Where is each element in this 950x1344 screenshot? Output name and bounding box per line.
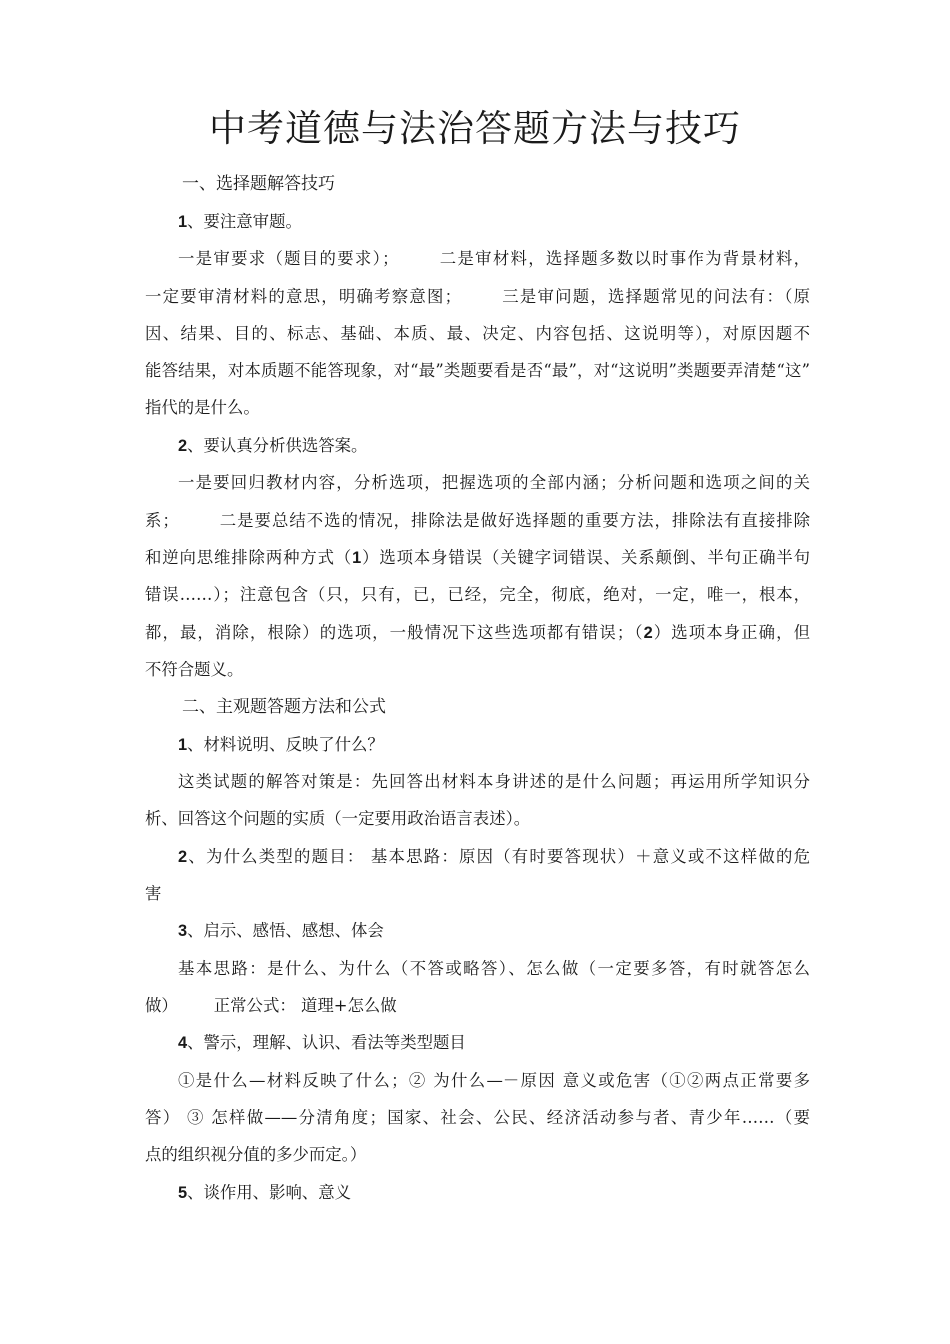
paragraph-line xyxy=(145,511,810,531)
paragraph-line: 析、回答这个问题的实质（一定要用政治语言表述）。 xyxy=(145,809,531,828)
item-heading-warning xyxy=(178,1033,810,1053)
paragraph-line xyxy=(178,249,810,269)
paragraph-line xyxy=(145,996,810,1016)
section-heading-subjective: 二、主观题答题方法和公式 xyxy=(182,697,386,717)
item-heading-text: 、要认真分析供选答案。 xyxy=(187,436,368,455)
item-number: 2 xyxy=(178,437,188,455)
text-run: 2 xyxy=(643,624,653,642)
item-heading-text: 、要注意审题。 xyxy=(187,212,302,231)
paragraph-line: 错误……）；注意包含（只，只有，已，已经，完全，彻底，绝对，一定，唯一，根本， xyxy=(145,585,810,604)
item-heading-analyze xyxy=(178,436,810,456)
item-number: 5 xyxy=(178,1184,188,1202)
text-run: 系； xyxy=(145,511,179,530)
paragraph-line: 不符合题义。 xyxy=(145,660,244,679)
paragraph-line xyxy=(145,287,810,307)
item-heading-text: 、材料说明、反映了什么？ xyxy=(187,735,384,754)
paragraph-line xyxy=(145,548,810,568)
item-number: 4 xyxy=(178,1034,188,1052)
text-run: ）选项本身错误（关键字词错误、关系颠倒、半句正确半句 xyxy=(361,548,811,567)
paragraph-line: ①是什么—材料反映了什么；② 为什么—－原因 意义或危害（①②两点正常要多 xyxy=(178,1071,810,1090)
item-heading-why xyxy=(178,847,810,867)
page-title: 中考道德与法治答题方法与技巧 xyxy=(209,107,741,150)
text-run: 做） xyxy=(145,996,178,1015)
item-heading-review xyxy=(178,212,810,232)
item-heading-text: 、为什么类型的题目： 基本思路：原因（有时要答现状）＋意义或不这样做的危 xyxy=(187,847,810,866)
item-number: 3 xyxy=(178,922,188,940)
paragraph-line: 因、结果、目的、标志、基础、本质、最、决定、内容包括、这说明等），对原因题不 xyxy=(145,324,810,343)
text-run: 二是要总结不选的情况，排除法是做好选择题的重要方法，排除法有直接排除 xyxy=(218,511,810,530)
paragraph-line: 答） ③ 怎样做——分清角度；国家、社会、公民、经济活动参与者、青少年……（要 xyxy=(145,1108,810,1127)
text-run: 三是审问题，选择题常见的问法有：（原 xyxy=(500,287,810,306)
item-number: 1 xyxy=(178,736,188,754)
text-run: ）选项本身正确，但 xyxy=(652,623,810,642)
paragraph-line: 害 xyxy=(145,884,162,903)
text-run: 和逆向思维排除两种方式（ xyxy=(145,548,353,567)
text-run: 都，最，消除，根除）的选项，一般情况下这些选项都有错误；（ xyxy=(145,623,644,642)
item-heading-text: 、启示、感悟、感想、体会 xyxy=(187,921,384,940)
section-heading-choice: 一、选择题解答技巧 xyxy=(182,174,335,194)
paragraph-line xyxy=(145,623,810,643)
item-heading-material xyxy=(178,735,810,755)
item-number: 1 xyxy=(178,213,188,231)
item-heading-inspiration xyxy=(178,921,810,941)
paragraph-line: 一是要回归教材内容，分析选项，把握选项的全部内涵；分析问题和选项之间的关 xyxy=(178,473,810,492)
item-heading-effect xyxy=(178,1183,810,1203)
text-run: 正常公式： 道理+怎么做 xyxy=(213,996,397,1015)
paragraph-line: 能答结果，对本质题不能答现象，对“最”类题要看是否“最”，对“这说明”类题要弄清楚“这” xyxy=(145,361,810,380)
paragraph-line: 基本思路：是什么、为什么（不答或略答）、怎么做（一定要多答，有时就答怎么 xyxy=(178,959,810,978)
item-number: 2 xyxy=(178,848,188,866)
text-run: 一定要审清材料的意思，明确考察意图； xyxy=(145,287,461,306)
paragraph-line: 指代的是什么。 xyxy=(145,398,260,417)
text-run: 一是审要求（题目的要求）； xyxy=(178,249,399,268)
text-run: 二是审材料，选择题多数以时事作为背景材料， xyxy=(438,249,810,268)
item-heading-text: 、警示，理解、认识、看法等类型题目 xyxy=(187,1033,466,1052)
paragraph-line: 点的组织视分值的多少而定。） xyxy=(145,1145,367,1164)
item-heading-text: 、谈作用、影响、意义 xyxy=(187,1183,352,1202)
text-run: 1 xyxy=(352,549,362,567)
paragraph-line: 这类试题的解答对策是：先回答出材料本身讲述的是什么问题；再运用所学知识分 xyxy=(178,772,810,791)
